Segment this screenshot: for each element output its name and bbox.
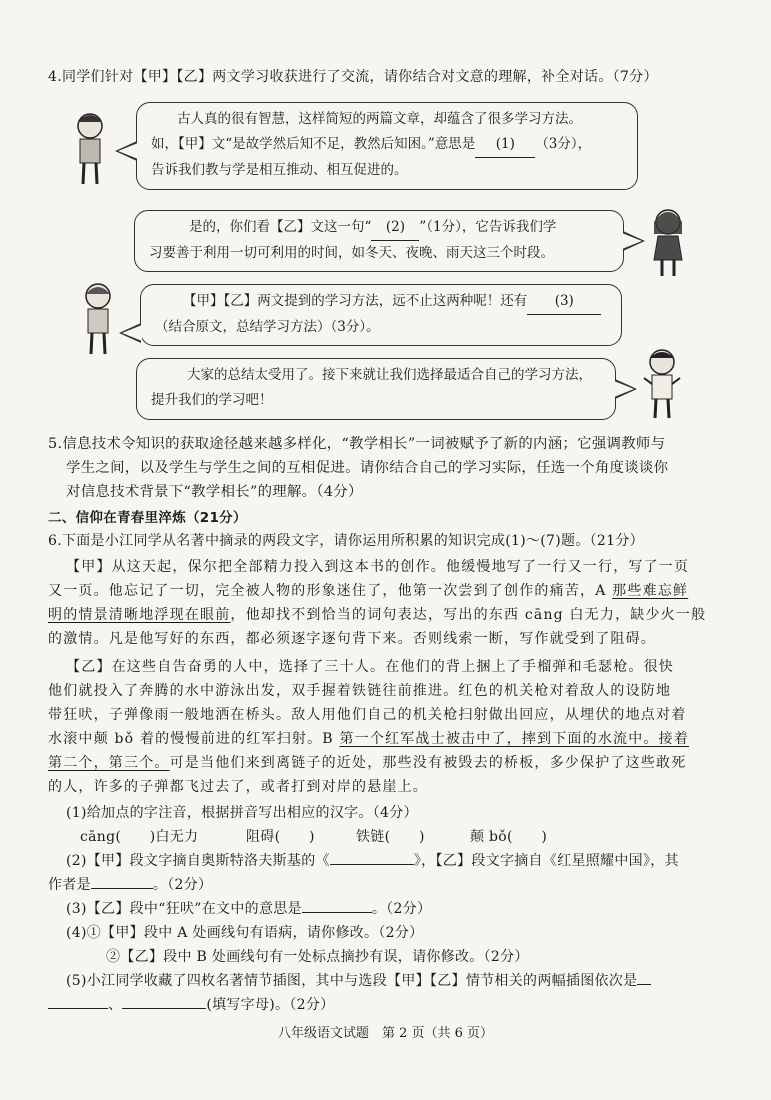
q6-sub3-a: (3)【乙】段中“狂吠”在文中的意思是 [66, 901, 302, 917]
bubble1-line3: 告诉我们教与学是相互推动、相互促进的。 [151, 162, 408, 178]
q6-intro: 6.下面是小江同学从名著中摘录的两段文字，请你运用所积累的知识完成(1)～(7)题。（21分） [48, 533, 644, 549]
passage-jia-line2 [48, 580, 688, 600]
dialogue-bubble-2 [134, 210, 624, 272]
answer-blank-2[interactable]: (2) [371, 215, 419, 241]
student-girl-figure [646, 208, 690, 278]
passage-jia-line2-a: 又一页。他忘记了一切，完全被人物的形象迷住了，他第一次尝到了创作的痛苦，A [48, 583, 613, 599]
student-boy-figure-3 [640, 348, 684, 422]
bubble1-score: （3分）， [535, 136, 592, 152]
q6-sub1-item4[interactable]: 颠 bǒ( ) [470, 829, 548, 845]
answer-blank-3[interactable]: (3) [527, 289, 601, 315]
page-footer: 八年级语文试题 第 2 页（共 6 页） [277, 1026, 494, 1041]
bubble1-line2: 如，【甲】文“是故学然后知不足，教然后知困。”意思是 [151, 136, 476, 152]
q6-sub5-a: (5)小江同学收藏了四枚名著情节插图，其中与选段【甲】【乙】情节相关的两幅插图依次是 [66, 973, 638, 989]
q6-sub3-b: 。（2分） [371, 901, 432, 917]
dialogue-bubble-4 [136, 358, 616, 420]
bubble2-line1: 是的，你们看【乙】文这一句“ [189, 219, 372, 235]
passage-yi-line4 [48, 728, 689, 748]
q6-sub1: (1)给加点的字注音，根据拼音写出相应的汉字。（4分） [66, 805, 418, 821]
picture-blank-1-start[interactable] [637, 984, 651, 985]
passage-yi-line6: 的人，许多的子弹都飞过去了，或者打到对岸的悬崖上。 [48, 779, 428, 795]
q6-sub1-item1[interactable]: cāng( )白无力 [80, 829, 199, 845]
bubble2-line1-end: ”（1分），它告诉我们学 [419, 219, 557, 235]
passage-yi-line2: 他们就投入了奔腾的水中游泳出发，双手握着铁链往前推进。红色的机关枪对着敌人的设防地 [48, 683, 672, 699]
passage-yi-line5-b: 可是当他们来到离链子的近处，那些没有被毁去的桥板，多少保护了这些敢死 [169, 755, 687, 771]
student-boy-figure-2 [76, 282, 120, 358]
q6-sub2-d: 。（2分） [152, 877, 213, 893]
q5-line2: 学生之间，以及学生与学生之间的互相促进。请你结合自己的学习实际，任选一个角度谈谈你 [66, 460, 669, 476]
passage-yi-line3: 带狂吠，子弹像雨一般地洒在桥头。敌人用他们自己的机关枪扫射做出回应，从埋伏的地点对着 [48, 707, 687, 723]
picture-blank-1[interactable] [48, 1008, 108, 1009]
q6-sub2-cont [48, 874, 212, 894]
q5-line3: 对信息技术背景下“教学相长”的理解。（4分） [66, 484, 363, 500]
section-2-heading: 二、信仰在青春里淬炼（21分） [48, 510, 247, 526]
q4-prompt: 4.同学们针对【甲】【乙】两文学习收获进行了交流，请你结合对文意的理解，补全对话。（7分） [48, 69, 658, 85]
passage-jia-line1: 【甲】从这天起，保尔把全部精力投入到这本书的创作。他缓慢地写了一行又一行，写了一页 [66, 559, 690, 575]
passage-yi-line1: 【乙】在这些自告奋勇的人中，选择了三十人。在他们的背上捆上了手榴弹和毛瑟枪。很快 [66, 659, 674, 675]
q6-sub2-b: 》，【乙】段文字摘自《红星照耀中国》，其 [413, 853, 679, 869]
picture-blank-2[interactable] [122, 1008, 206, 1009]
q6-sub5-sep: 、 [108, 997, 123, 1013]
passage-yi-line4-a: 水滚中颠 bǒ 着的慢慢前进的红军扫射。B [48, 731, 340, 747]
passage-jia-line3-b: ，他却找不到恰当的词句表达，写出的东西 cāng 白无力，缺少火一般 [230, 607, 707, 623]
bubble3-line2: （结合原文，总结学习方法）（3分）。 [155, 319, 380, 335]
bubble3-line1: 【甲】【乙】两文提到的学习方法，远不止这两种呢！还有 [183, 293, 528, 309]
bubble1-line1: 古人真的很有智慧，这样简短的两篇文章，却蕴含了很多学习方法。 [177, 111, 582, 127]
bubble2-line2: 习要善于利用一切可利用的时间，如冬天、夜晚、雨天这三个时段。 [149, 245, 554, 261]
q5-line1: 5.信息技术令知识的获取途径越来越多样化，“教学相长”一词被赋予了新的内涵；它强调教师与 [48, 436, 666, 452]
sentence-a-start: 那些难忘鲜 [612, 583, 689, 599]
dialogue-bubble-3 [140, 284, 622, 346]
q6-sub3 [66, 898, 431, 918]
passage-jia-line4: 的激情。凡是他写好的东西，都必须逐字逐句背下来。否则线索一断，写作就受到了阻碍。 [48, 631, 656, 647]
student-boy-figure-1 [68, 112, 112, 188]
q6-sub2 [66, 850, 679, 870]
q6-sub4-1: (4)①【甲】段中 A 处画线句有语病，请你修改。（2分） [66, 925, 424, 941]
dialogue-bubble-1 [136, 102, 638, 190]
bubble4-line1: 大家的总结太受用了。接下来就让我们选择最适合自己的学习方法， [187, 367, 592, 383]
answer-blank-1[interactable]: (1) [475, 132, 535, 158]
book-title-blank[interactable] [330, 864, 414, 865]
sentence-b-end: 第二个，第三个。 [48, 755, 170, 771]
q6-sub2-c: 作者是 [48, 877, 91, 893]
sentence-a-end: 明的情景清晰地浮现在眼前 [48, 607, 231, 623]
q6-sub5 [66, 970, 651, 990]
sentence-b-start: 第一个红军战士被击中了，摔到下面的水流中。接着 [339, 731, 690, 747]
q6-sub5-cont [48, 994, 334, 1014]
meaning-blank[interactable] [302, 912, 372, 913]
author-blank[interactable] [91, 888, 153, 889]
passage-jia-line3 [48, 604, 706, 624]
q6-sub4-2: ②【乙】段中 B 处画线句有一处标点摘抄有误，请你修改。（2分） [106, 949, 529, 965]
q6-sub1-item2[interactable]: 阻碍( ) [246, 829, 315, 845]
bubble4-line2: 提升我们的学习吧！ [151, 392, 273, 408]
passage-yi-line5 [48, 752, 686, 772]
q6-sub5-c: (填写字母)。（2分） [206, 997, 335, 1013]
q6-sub1-item3[interactable]: 铁链( ) [356, 829, 425, 845]
q6-sub2-a: (2)【甲】段文字摘自奥斯特洛夫斯基的《 [66, 853, 330, 869]
